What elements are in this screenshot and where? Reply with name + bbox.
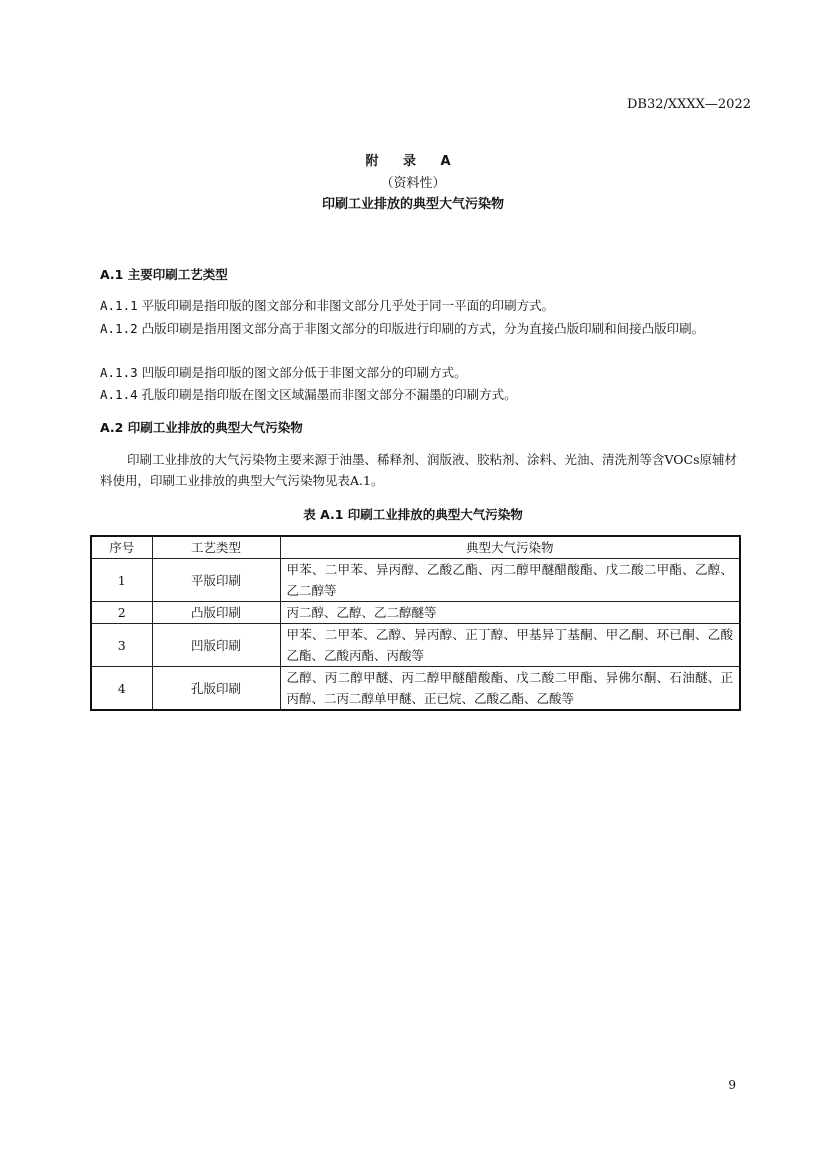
annex-title: 附 录 A (365, 154, 461, 169)
clause-text: 平版印刷是指印版的图文部分和非图文部分几乎处于同一平面的印刷方式。 (137, 298, 555, 313)
pollutants-table (90, 535, 741, 711)
table-row (91, 667, 740, 711)
clause-a1-2 (100, 318, 740, 339)
table-caption: 表 A.1 印刷工业排放的典型大气污染物 (303, 507, 523, 522)
table-row (91, 559, 740, 602)
annex-heading: 印刷工业排放的典型大气污染物 (321, 197, 504, 212)
column-header-no: 序号 (91, 536, 152, 559)
section-a1-heading: A.1 主要印刷工艺类型 (100, 267, 228, 282)
column-header-pollutants: 典型大气污染物 (280, 536, 740, 559)
cell-no: 4 (91, 667, 152, 711)
cell-no: 3 (91, 624, 152, 667)
clause-text: 孔版印刷是指印版在图文区域漏墨而非图文部分不漏墨的印刷方式。 (137, 387, 517, 402)
clause-number: A.1.3 (100, 365, 138, 380)
cell-pollutants: 乙醇、丙二醇甲醚、丙二醇甲醚醋酸酯、戊二酸二甲酯、异佛尔酮、石油醚、正丙醇、二丙二醇单甲醚、正已烷、乙酸乙酯、乙酸等 (280, 667, 740, 711)
clause-a1-4 (100, 384, 740, 405)
clause-a1-1 (100, 295, 740, 316)
table-row (91, 624, 740, 667)
clause-text: 凹版印刷是指印版的图文部分低于非图文部分的印刷方式。 (137, 365, 467, 380)
section-a2-paragraph: 印刷工业排放的大气污染物主要来源于油墨、稀释剂、润版液、胶粘剂、涂料、光油、清洗剂等含VOCs原辅材料使用，印刷工业排放的典型大气污染物见表A.1。 (100, 452, 738, 488)
cell-pollutants: 丙二醇、乙醇、乙二醇醚等 (280, 602, 740, 624)
cell-no: 1 (91, 559, 152, 602)
table-header-row (91, 536, 740, 559)
page-number: 9 (728, 1078, 736, 1092)
cell-no: 2 (91, 602, 152, 624)
clause-number: A.1.4 (100, 387, 138, 402)
table-row (91, 602, 740, 624)
cell-pollutants: 甲苯、二甲苯、异丙醇、乙酸乙酯、丙二醇甲醚醋酸酯、戊二酸二甲酯、乙醇、乙二醇等 (280, 559, 740, 602)
clause-text: 凸版印刷是指用图文部分高于非图文部分的印版进行印刷的方式，分为直接凸版印刷和间接凸版印刷。 (137, 321, 705, 336)
cell-type: 凹版印刷 (152, 624, 280, 667)
column-header-type: 工艺类型 (152, 536, 280, 559)
cell-type: 孔版印刷 (152, 667, 280, 711)
cell-type: 凸版印刷 (152, 602, 280, 624)
annex-nature: （资料性） (380, 176, 446, 191)
cell-pollutants: 甲苯、二甲苯、乙醇、异丙醇、正丁醇、甲基异丁基酮、甲乙酮、环已酮、乙酸乙酯、乙酸丙酯、丙酸等 (280, 624, 740, 667)
clause-number: A.1.2 (100, 321, 138, 336)
section-a2-heading: A.2 印刷工业排放的典型大气污染物 (100, 420, 303, 435)
clause-a1-3 (100, 362, 740, 383)
clause-number: A.1.1 (100, 298, 138, 313)
cell-type: 平版印刷 (152, 559, 280, 602)
document-code: DB32/XXXX—2022 (626, 97, 751, 112)
